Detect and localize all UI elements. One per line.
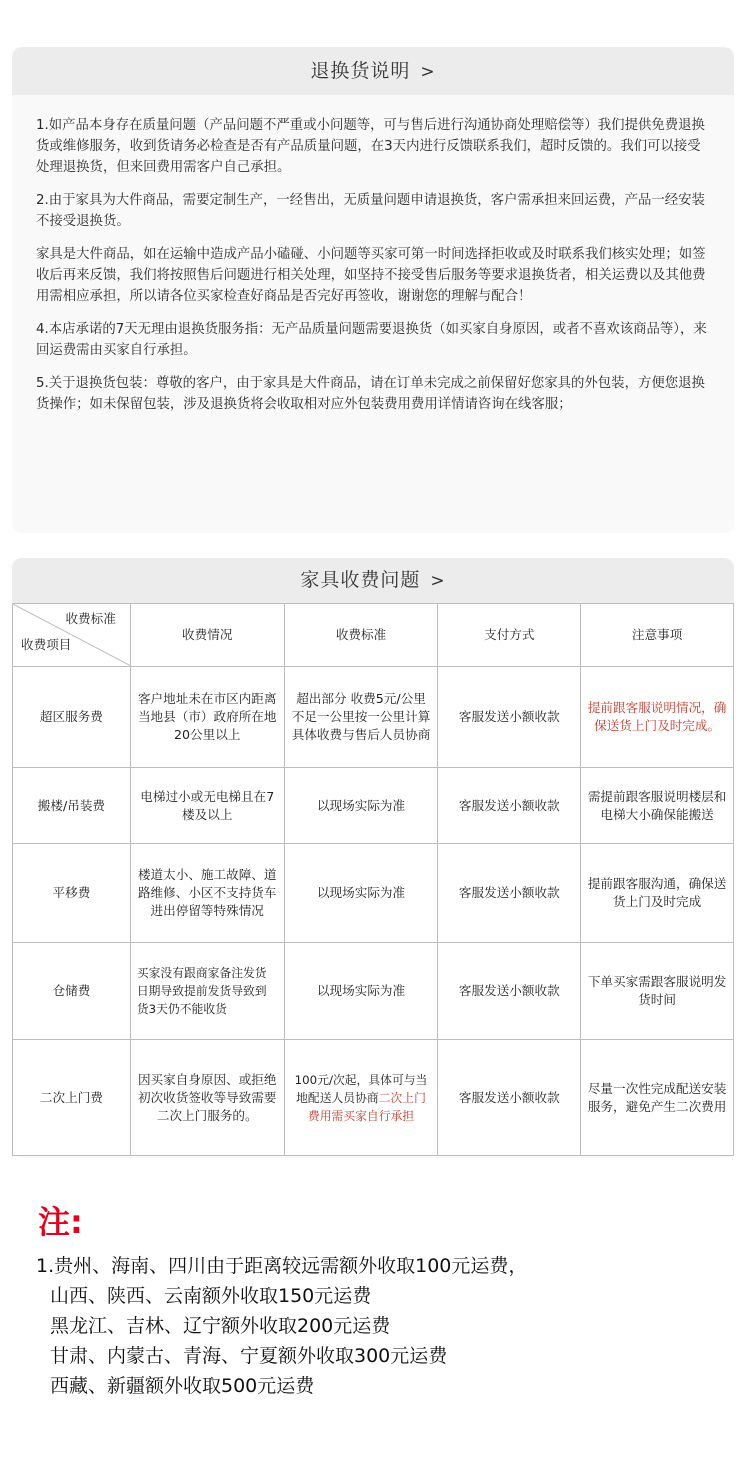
returns-body	[12, 95, 734, 415]
fee-notes: 提前跟客服沟通，确保送货上门及时完成	[581, 844, 734, 943]
fee-item: 超区服务费	[13, 667, 131, 768]
note-line: 甘肃、内蒙古、青海、宁夏额外收取300元运费	[50, 1345, 448, 1367]
column-header: 收费标准	[284, 604, 438, 667]
diagonal-header-cell	[13, 604, 131, 667]
fee-standard	[284, 667, 438, 768]
fee-item: 仓储费	[13, 943, 131, 1040]
fees-section	[12, 558, 734, 1158]
note-title: 注:	[38, 1203, 83, 1241]
returns-title: 退换货说明	[310, 60, 411, 82]
returns-paragraph-5: 5.关于退换货包装：尊敬的客户，由于家具是大件商品，请在订单未完成之前保留好您家具的外包装，方便您退换货操作；如未保留包装，涉及退换货将会收取相对应外包装费用费用详情请咨询在线客服；	[36, 376, 705, 412]
fee-notes: 尽量一次性完成配送安装服务，避免产生二次费用	[581, 1040, 734, 1156]
fee-notes: 下单买家需跟客服说明发货时间	[581, 943, 734, 1040]
fee-notes: 需提前跟客服说明楼层和电梯大小确保能搬送	[581, 768, 734, 844]
fee-payment: 客服发送小额收款	[438, 768, 581, 844]
returns-paragraph-1: 1.如产品本身存在质量问题（产品问题不严重或小问题等，可与售后进行沟通协商处理赔偿等）我们提供免费退换货或维修服务，收到货请务必检查是否有产品质量问题，在3天内进行反馈联系我们，超时反馈的。我们可以接受处理退换货，但来回费用需客户自己承担。	[36, 118, 705, 175]
returns-paragraph-3: 家具是大件商品，如在运输中造成产品小磕碰、小问题等买家可第一时间选择拒收或及时联系我们核实处理；如签收后再来反馈，我们将按照售后问题进行相关处理，如坚持不接受售后服务等要求退换货者，相关运费以及其他费用需相应承担，所以请各位买家检查好商品是否完好再签收，谢谢您的理解与配合！	[36, 247, 706, 304]
fee-item: 搬楼/吊装费	[13, 768, 131, 844]
diagonal-top-label: 收费标准	[65, 611, 116, 626]
fee-payment: 客服发送小额收款	[438, 844, 581, 943]
fees-table	[12, 603, 734, 1156]
chevron-right-icon: >	[420, 62, 436, 82]
table-row	[13, 667, 734, 768]
fee-payment: 客服发送小额收款	[438, 667, 581, 768]
fee-situation: 客户地址未在市区内距离当地县（市）政府所在地20公里以上	[130, 667, 284, 768]
fees-header[interactable]	[12, 558, 734, 603]
column-header: 注意事项	[581, 604, 734, 667]
returns-section	[12, 47, 734, 533]
note-line: 山西、陕西、云南额外收取150元运费	[50, 1285, 372, 1307]
column-header: 收费情况	[130, 604, 284, 667]
chevron-right-icon: >	[430, 571, 446, 591]
fee-situation: 电梯过小或无电梯且在7楼及以上	[130, 768, 284, 844]
fee-standard-text: 以现场实际为准	[316, 885, 406, 900]
fees-title: 家具收费问题	[300, 569, 421, 591]
returns-paragraph-2: 2.由于家具为大件商品，需要定制生产，一经售出，无质量问题申请退换货，客户需承担来回运费，产品一经安装不接受退换货。	[36, 193, 705, 229]
fee-standard	[284, 768, 438, 844]
table-row	[13, 943, 734, 1040]
fee-standard-text: 以现场实际为准	[316, 797, 406, 813]
table-header-row	[13, 604, 734, 667]
table-row	[13, 1040, 734, 1156]
fee-standard	[284, 1040, 438, 1156]
fee-payment: 客服发送小额收款	[438, 943, 581, 1040]
note-line: 西藏、新疆额外收取500元运费	[50, 1375, 315, 1397]
fee-standard-text: 超出部分 收费5元/公里不足一公里按一公里计算具体收费与售后人员协商	[291, 691, 431, 742]
fee-notes: 提前跟客服说明情况，确保送货上门及时完成。	[581, 667, 734, 768]
fee-situation: 买家没有跟商家备注发货日期导致提前发货导致到货3天仍不能收货	[130, 943, 284, 1040]
fee-standard-text: 100元/次起，具体可与当地配送人员协商	[294, 1072, 428, 1105]
fee-standard	[284, 943, 438, 1040]
returns-paragraph-4: 4.本店承诺的7天无理由退换货服务指：无产品质量问题需要退换货（如买家自身原因，或者不喜欢该商品等），来回运费需由买家自行承担。	[36, 322, 707, 358]
note-line: 黑龙江、吉林、辽宁额外收取200元运费	[50, 1315, 391, 1337]
fee-item: 二次上门费	[13, 1040, 131, 1156]
fee-standard	[284, 844, 438, 943]
fee-situation: 因买家自身原因、或拒绝初次收货签收等导致需要二次上门服务的。	[130, 1040, 284, 1156]
note-line: 1.贵州、海南、四川由于距离较远需额外收取100元运费，	[36, 1255, 528, 1277]
table-row	[13, 844, 734, 943]
note-list	[36, 1251, 527, 1401]
fee-standard-text: 以现场实际为准	[316, 983, 406, 998]
fee-standard-red-text: 二次上门费用需买家自行承担	[307, 1090, 426, 1123]
returns-header[interactable]	[12, 47, 734, 95]
table-row	[13, 768, 734, 844]
fee-item: 平移费	[13, 844, 131, 943]
diagonal-bottom-label: 收费项目	[21, 637, 72, 652]
fee-payment: 客服发送小额收款	[438, 1040, 581, 1156]
column-header: 支付方式	[438, 604, 581, 667]
fee-situation: 楼道太小、施工故障、道路维修、小区不支持货车进出停留等特殊情况	[130, 844, 284, 943]
